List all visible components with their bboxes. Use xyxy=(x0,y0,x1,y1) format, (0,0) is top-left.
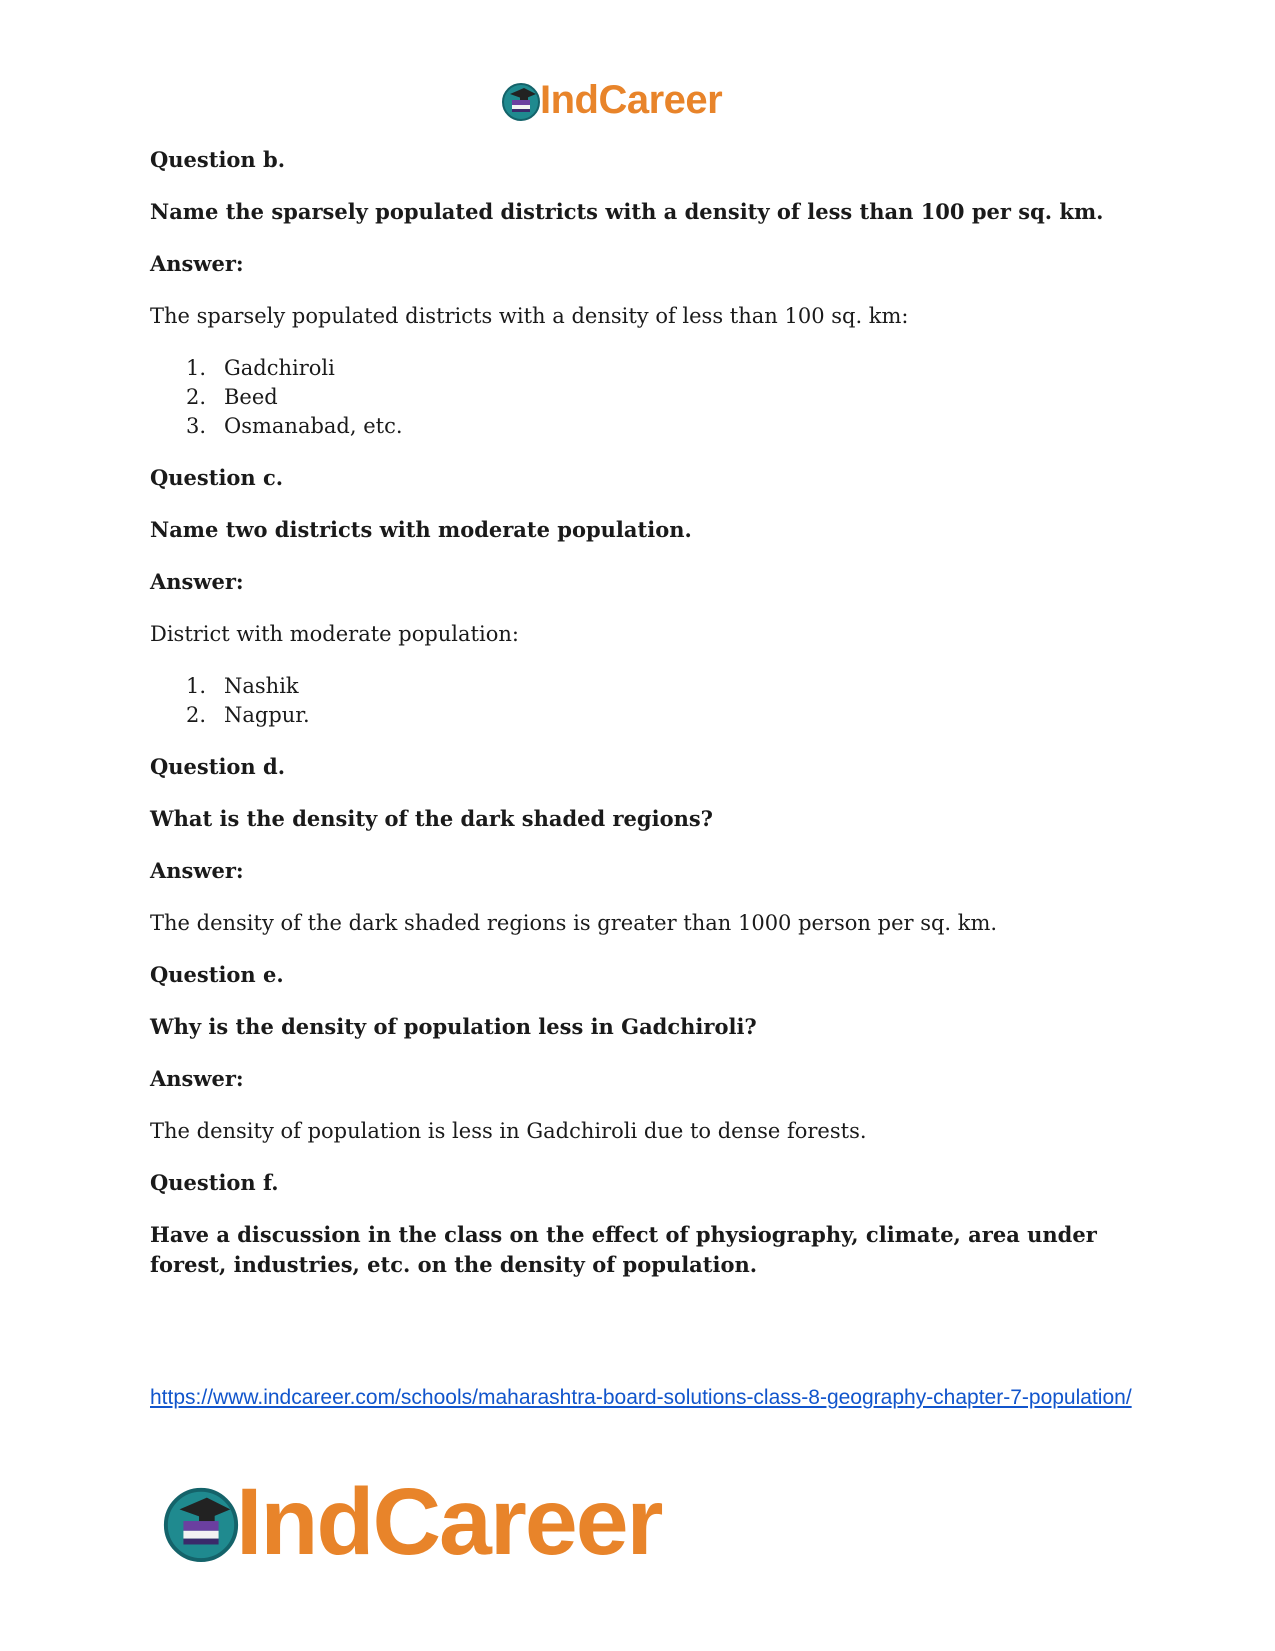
answer-b-intro: The sparsely populated districts with a density of less than 100 sq. km: xyxy=(150,304,909,328)
list-item-number: 3. xyxy=(186,414,207,438)
list-item-number: 1. xyxy=(186,356,207,380)
answer-d-label: Answer: xyxy=(150,858,244,883)
answer-b-label: Answer: xyxy=(150,251,244,276)
answer-c-intro: District with moderate population: xyxy=(150,622,519,646)
question-d-text: What is the density of the dark shaded regions? xyxy=(150,806,713,831)
answer-c-label: Answer: xyxy=(150,569,244,594)
logo-globe-icon xyxy=(500,80,542,122)
list-item-text: Osmanabad, etc. xyxy=(224,414,403,438)
question-b-label: Question b. xyxy=(150,147,286,172)
logo-globe-icon xyxy=(160,1482,242,1564)
list-item-text: Gadchiroli xyxy=(224,356,335,380)
list-item-number: 2. xyxy=(186,385,207,409)
question-d-label: Question d. xyxy=(150,754,286,779)
answer-e-text: The density of population is less in Gadchiroli due to dense forests. xyxy=(150,1119,867,1143)
question-f-label: Question f. xyxy=(150,1170,279,1195)
question-c-label: Question c. xyxy=(150,465,284,490)
list-item-number: 2. xyxy=(186,703,207,727)
list-item-number: 1. xyxy=(186,674,207,698)
footer-logo-text: IndCareer xyxy=(236,1469,662,1575)
footer-logo xyxy=(160,1468,662,1577)
answer-d-text: The density of the dark shaded regions is greater than 1000 person per sq. km. xyxy=(150,911,998,935)
header-logo-text: IndCareer xyxy=(540,78,723,122)
question-b-text: Name the sparsely populated districts with a density of less than 100 per sq. km. xyxy=(150,199,1104,224)
answer-e-label: Answer: xyxy=(150,1066,244,1091)
header-logo xyxy=(500,78,722,123)
question-f-text: Have a discussion in the class on the effect of physiography, climate, area under forest, industries, etc. on the density of population. xyxy=(150,1222,1097,1277)
question-e-text: Why is the density of population less in Gadchiroli? xyxy=(150,1014,757,1039)
question-c-text: Name two districts with moderate population. xyxy=(150,517,692,542)
list-item-text: Beed xyxy=(224,385,278,409)
list-item-text: Nashik xyxy=(224,674,299,698)
question-e-label: Question e. xyxy=(150,962,284,987)
source-link[interactable]: https://www.indcareer.com/schools/maharashtra-board-solutions-class-8-geography-chapter-7-population/ xyxy=(150,1386,1132,1409)
list-item-text: Nagpur. xyxy=(224,703,310,727)
